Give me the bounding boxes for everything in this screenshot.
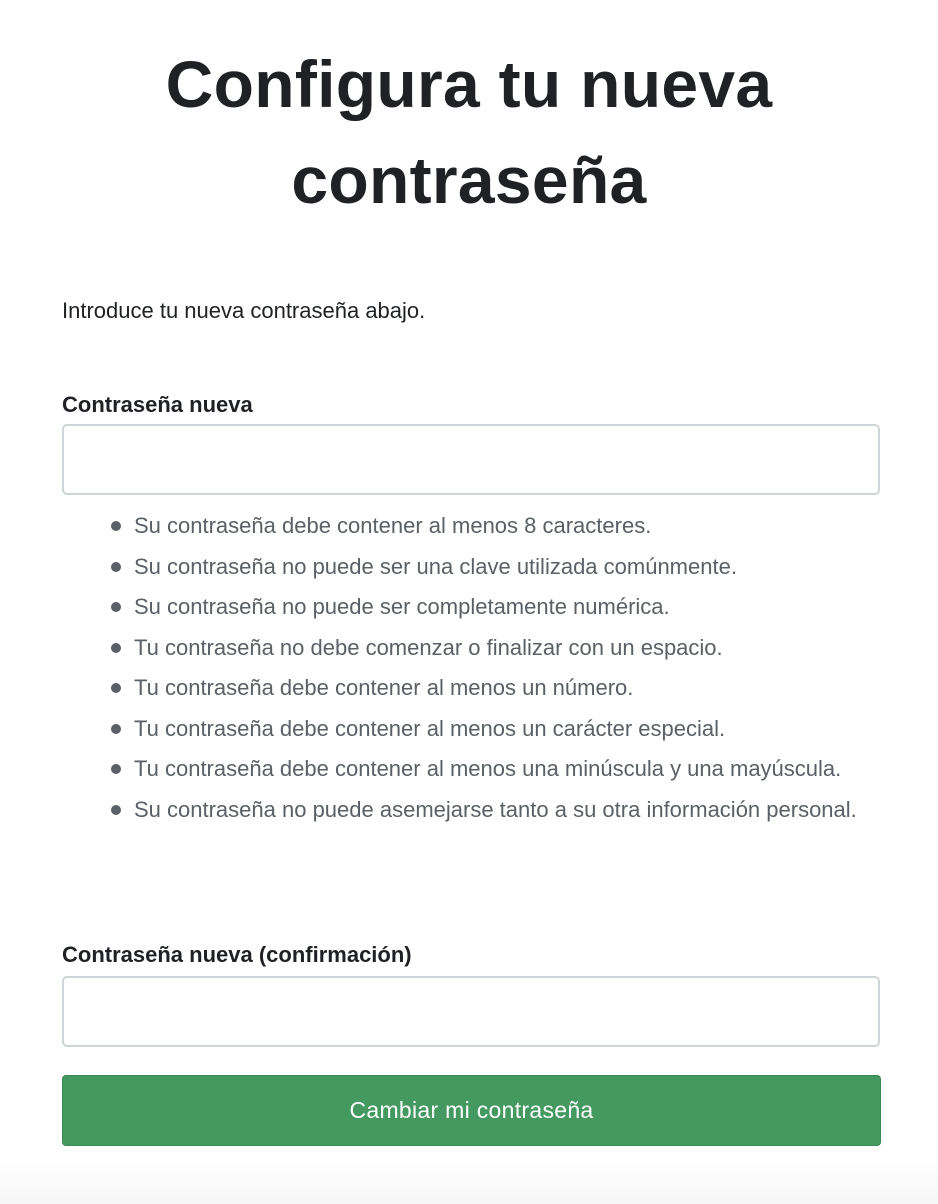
intro-text: Introduce tu nueva contraseña abajo. bbox=[62, 298, 426, 323]
password-rule-text: Su contraseña debe contener al menos 8 caracteres. bbox=[134, 513, 652, 538]
password-rule-text: Tu contraseña debe contener al menos una minúscula y una mayúscula. bbox=[134, 756, 842, 781]
password-rule-text: Su contraseña no puede ser una clave utilizada comúnmente. bbox=[134, 553, 737, 579]
confirm-password-input[interactable] bbox=[62, 976, 880, 1047]
password-rule-text: Su contraseña no puede ser completamente numérica. bbox=[134, 594, 670, 619]
bullet-icon bbox=[111, 521, 121, 531]
password-rule-item bbox=[134, 749, 880, 790]
bullet-icon bbox=[111, 562, 121, 572]
page-title-line-2: contraseña bbox=[291, 143, 647, 217]
change-password-button[interactable]: Cambiar mi contraseña bbox=[62, 1075, 881, 1146]
bullet-icon bbox=[111, 764, 121, 774]
password-rule-item bbox=[134, 668, 880, 709]
bullet-icon bbox=[111, 602, 121, 612]
password-rule-item bbox=[134, 628, 880, 669]
password-rule-item bbox=[134, 790, 880, 831]
new-password-input[interactable] bbox=[62, 424, 880, 495]
password-rule-item bbox=[134, 587, 880, 628]
password-rule-item bbox=[134, 547, 880, 588]
password-rule-item bbox=[134, 709, 880, 750]
page-title-line-1: Configura tu nueva bbox=[165, 47, 773, 121]
password-rule-item bbox=[134, 506, 880, 547]
password-rule-text: Su contraseña no puede asemejarse tanto a su otra información personal. bbox=[134, 796, 857, 822]
bullet-icon bbox=[111, 643, 121, 653]
page-title bbox=[0, 36, 938, 228]
bullet-icon bbox=[111, 683, 121, 693]
password-rules-list bbox=[62, 506, 880, 830]
confirm-password-label: Contraseña nueva (confirmación) bbox=[62, 942, 412, 967]
new-password-label: Contraseña nueva bbox=[62, 392, 253, 417]
password-rule-text: Tu contraseña debe contener al menos un carácter especial. bbox=[134, 715, 726, 741]
page-bottom-band bbox=[0, 1160, 938, 1204]
password-rule-text: Tu contraseña no debe comenzar o finalizar con un espacio. bbox=[134, 634, 723, 660]
bullet-icon bbox=[111, 805, 121, 815]
password-rule-text: Tu contraseña debe contener al menos un número. bbox=[134, 675, 634, 700]
bullet-icon bbox=[111, 724, 121, 734]
